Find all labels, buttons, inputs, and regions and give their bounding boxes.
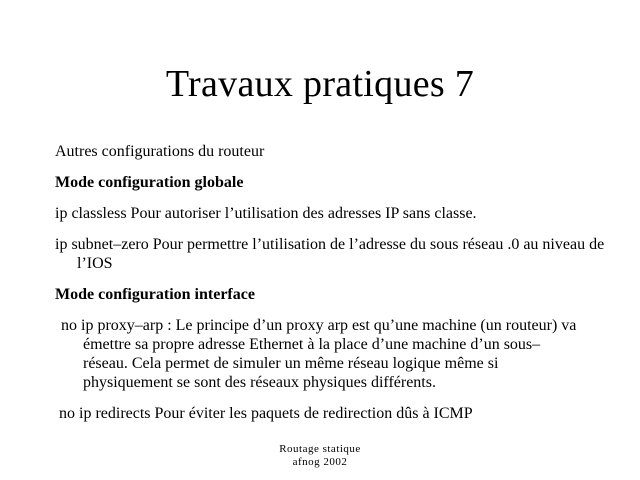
item-no-ip-proxy-arp: no ip proxy–arp : Le principe d’un proxy arp est qu’une machine (un routeur) va émettre sa propre adresse Ethernet à la place d’une machine d’un sous–réseau. Cela permet de simuler un même réseau logique même si physiquement se sont des réseaux physiques différents. [61, 317, 577, 391]
intro-text: Autres configurations du routeur [55, 143, 265, 160]
item-ip-subnet-zero: ip subnet–zero Pour permettre l’utilisation de l’adresse du sous réseau .0 au niveau de l’IOS [55, 236, 605, 272]
item-no-ip-redirects: no ip redirects Pour éviter les paquets de redirection dûs à ICMP [59, 405, 473, 422]
footer-line-2: afnog 2002 [292, 456, 348, 468]
section-heading-global: Mode configuration globale [55, 174, 244, 191]
slide-footer [0, 443, 640, 469]
slide-content [55, 142, 615, 423]
footer-line-1: Routage statique [279, 443, 361, 455]
section-heading-interface: Mode configuration interface [55, 286, 255, 303]
slide-title: Travaux pratiques 7 [165, 63, 475, 105]
item-ip-classless: ip classless Pour autoriser l’utilisation des adresses IP sans classe. [55, 205, 477, 222]
